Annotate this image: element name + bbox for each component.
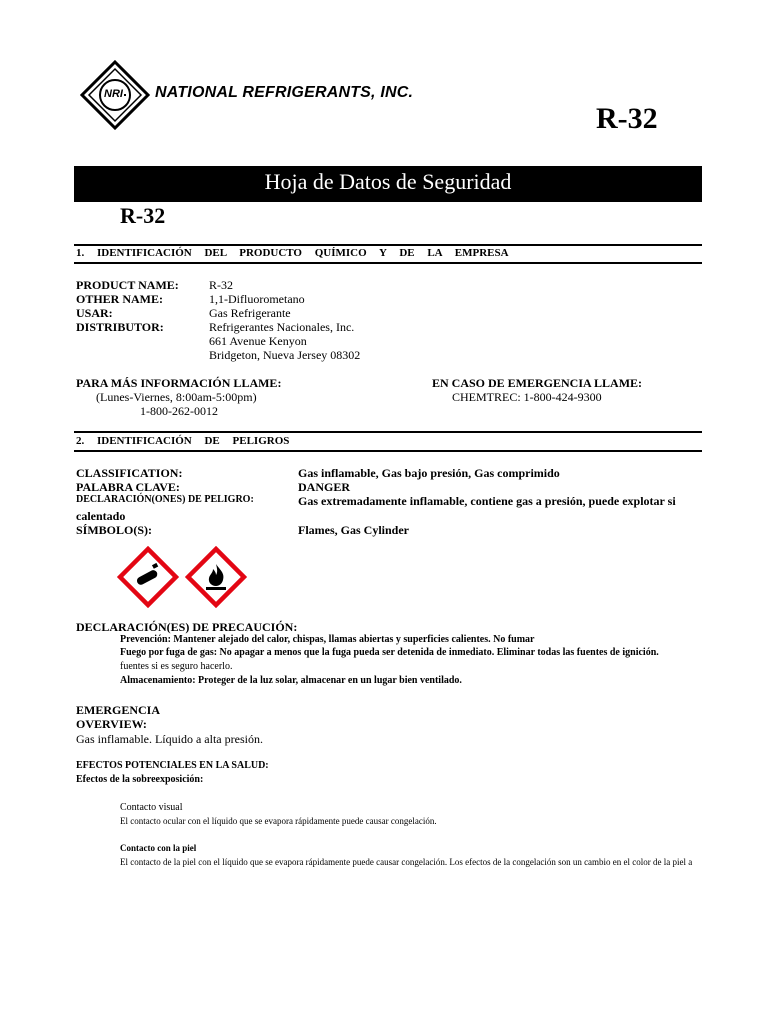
signal-word-value: DANGER [298,480,351,494]
section1-bottom-rule [74,262,702,264]
hazard-statement-label: DECLARACIÓN(ONES) DE PELIGRO: [76,494,254,505]
flame-icon [185,546,247,608]
classification-value: Gas inflamable, Gas bajo presión, Gas comprimido [298,466,560,480]
overexposure-label: Efectos de la sobreexposición: [76,774,204,785]
product-name-value: R-32 [209,278,233,292]
classification-label: CLASSIFICATION: [76,466,183,480]
section1-heading: 1. IDENTIFICACIÓN DEL PRODUCTO QUÍMICO Y DE LA EMPRESA [76,247,509,259]
emergency-overview-text: Gas inflamable. Líquido a alta presión. [76,732,263,746]
skin-contact-text: El contacto de la piel con el líquido que se evapora rápidamente puede causar congelación. Los efectos de la congelación son un cambio en el color de la piel a [120,857,693,867]
use-label: USAR: [76,306,113,320]
precaution-label: DECLARACIÓN(ES) DE PRECAUCIÓN: [76,620,298,634]
other-name-label: OTHER NAME: [76,292,163,306]
section2-heading: 2. IDENTIFICACIÓN DE PELIGROS [76,435,290,447]
section1-top-rule [74,244,702,246]
distributor-line: 661 Avenue Kenyon [209,334,307,348]
hazard-statement-cont: calentado [76,509,126,523]
emergency-overview-label-2: OVERVIEW: [76,717,147,731]
product-code-header: R-32 [596,102,658,135]
leak-text: Fuego por fuga de gas: No apagar a menos que la fuga pueda ser detenida de inmediato. Eliminar todas las fuentes de ignición. [120,647,659,658]
gas-cylinder-pictogram [117,546,179,608]
health-effects-label: EFECTOS POTENCIALES EN LA SALUD: [76,760,269,771]
product-name-label: PRODUCT NAME: [76,278,179,292]
document-title-bar [74,166,702,202]
logo-monogram: NRI [104,88,123,100]
section2-top-rule [74,431,702,433]
company-name: NATIONAL REFRIGERANTS, INC. [155,84,414,101]
skin-contact-label: Contacto con la piel [120,843,197,853]
distributor-line: Refrigerantes Nacionales, Inc. [209,320,355,334]
info-label: PARA MÁS INFORMACIÓN LLAME: [76,376,282,390]
storage-text: Almacenamiento: Proteger de la luz solar, almacenar en un lugar bien ventilado. [120,675,462,686]
company-logo [80,60,150,130]
document-title: Hoja de Datos de Seguridad [264,169,512,194]
eye-contact-label: Contacto visual [120,802,183,813]
symbols-label: SÍMBOLO(S): [76,523,153,537]
product-subtitle: R-32 [120,203,166,228]
hazard-statement-value: Gas extremadamente inflamable, contiene gas a presión, puede explotar si [298,494,676,508]
symbols-value: Flames, Gas Cylinder [298,523,409,537]
leak-text-cont: fuentes si es seguro hacerlo. [120,661,233,672]
signal-word-label: PALABRA CLAVE: [76,480,180,494]
emergency-overview-label-1: EMERGENCIA [76,703,161,717]
prevention-text: Prevención: Mantener alejado del calor, chispas, llamas abiertas y superficies calientes. No fumar [120,634,535,645]
emergency-call-value: CHEMTREC: 1-800-424-9300 [452,390,602,404]
emergency-call-label: EN CASO DE EMERGENCIA LLAME: [432,376,643,390]
eye-contact-text: El contacto ocular con el líquido que se evapora rápidamente puede causar congelación. [120,816,437,826]
section2-bottom-rule [74,450,702,452]
gas-cylinder-icon [117,546,179,608]
info-hours: (Lunes-Viernes, 8:00am-5:00pm) [96,390,257,404]
flame-pictogram [185,546,247,608]
info-phone: 1-800-262-0012 [140,404,218,418]
distributor-label: DISTRIBUTOR: [76,320,164,334]
distributor-line: Bridgeton, Nueva Jersey 08302 [209,348,361,362]
use-value: Gas Refrigerante [209,306,291,320]
other-name-value: 1,1-Difluorometano [209,292,305,306]
